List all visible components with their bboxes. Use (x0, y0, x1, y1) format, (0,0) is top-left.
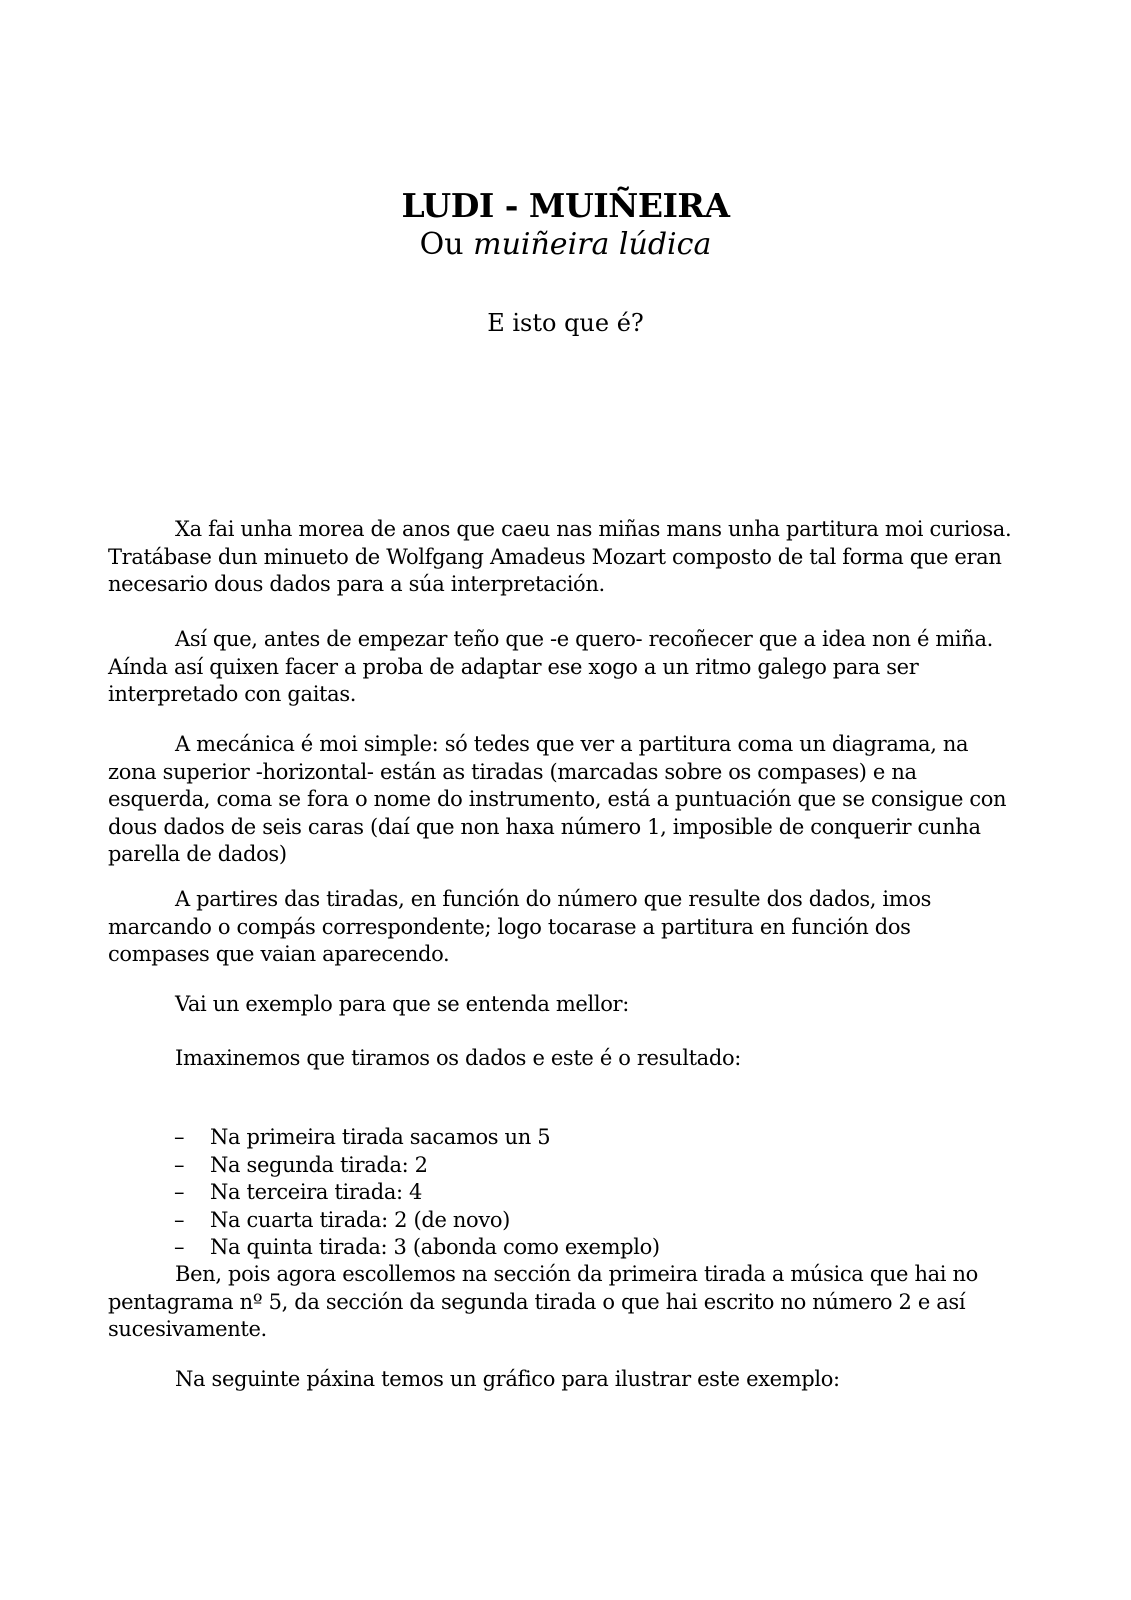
list-item (174, 1234, 660, 1262)
paragraph-line: sucesivamente. (108, 1317, 267, 1341)
paragraph-imagine (108, 1045, 1028, 1073)
dash-bullet: – (174, 1125, 185, 1149)
paragraph-line: parella de dados) (108, 842, 287, 866)
document-subtitle (0, 226, 1131, 264)
dash-bullet: – (174, 1180, 185, 1204)
list-item-text: Na cuarta tirada: 2 (de novo) (210, 1207, 510, 1232)
dash-bullet: – (174, 1207, 185, 1232)
dash-bullet: – (174, 1152, 185, 1177)
paragraph-line: Xa fai unha morea de anos que caeu nas miñas mans unha partitura moi curiosa. (175, 517, 1012, 541)
paragraph-intro (108, 516, 1028, 599)
paragraph-line: pentagrama nº 5, da sección da segunda tirada o que hai escrito no número 2 e así (108, 1289, 966, 1314)
paragraph-mechanics (108, 731, 1028, 869)
list-item-text: Na primeira tirada sacamos un 5 (210, 1125, 551, 1149)
paragraph-line: Tratábase dun minueto de Wolfgang Amadeus Mozart composto de tal forma que eran (108, 544, 1002, 569)
paragraph-line: necesario dous dados para a súa interpretación. (108, 572, 605, 596)
list-item (174, 1179, 660, 1207)
list-item (174, 1124, 660, 1152)
paragraph-line: A mecánica é moi simple: só tedes que ver a partitura coma un diagrama, na (175, 732, 969, 756)
list-item (174, 1152, 660, 1180)
paragraph-line: interpretado con gaitas. (108, 682, 357, 706)
paragraph-example-intro (108, 991, 1028, 1019)
list-item-text: Na segunda tirada: 2 (210, 1152, 428, 1177)
subtitle-prefix: Ou (419, 227, 464, 262)
paragraph-line: Ben, pois agora escollemos na sección da primeira tirada a música que hai no (175, 1262, 978, 1286)
paragraph-choose-sections (108, 1261, 1028, 1344)
paragraph-line: Vai un exemplo para que se entenda mellor: (175, 992, 629, 1016)
paragraph-line: A partires das tiradas, en función do número que resulte dos dados, imos (175, 887, 932, 911)
paragraph-idea (108, 626, 1028, 709)
section-question: E isto que é? (487, 309, 644, 337)
paragraph-throws (108, 886, 1028, 969)
list-item (174, 1207, 660, 1235)
paragraph-line: Imaxinemos que tiramos os dados e este é o resultado: (175, 1046, 741, 1070)
paragraph-next-page (108, 1366, 1028, 1394)
paragraph-line: compases que vaian aparecendo. (108, 942, 450, 966)
paragraph-line: Así que, antes de empezar teño que -e quero- recoñecer que a idea non é miña. (175, 627, 993, 651)
throws-list (174, 1124, 660, 1262)
paragraph-line: zona superior -horizontal- están as tiradas (marcadas sobre os compases) e na (108, 759, 917, 784)
subtitle-italic: muiñeira lúdica (473, 227, 712, 262)
paragraph-line: dous dados de seis caras (daí que non haxa número 1, imposible de conquerir cunha (108, 814, 981, 839)
paragraph-line: Aínda así quixen facer a proba de adaptar ese xogo a un ritmo galego para ser (108, 654, 919, 679)
document-title: LUDI - MUIÑEIRA (401, 186, 730, 225)
list-item-text: Na terceira tirada: 4 (210, 1180, 423, 1204)
dash-bullet: – (174, 1235, 185, 1259)
paragraph-line: Na seguinte páxina temos un gráfico para ilustrar este exemplo: (175, 1367, 840, 1391)
paragraph-line: esquerda, coma se fora o nome do instrumento, está a puntuación que se consigue con (108, 787, 1007, 811)
paragraph-line: marcando o compás correspondente; logo tocarase a partitura en función dos (108, 914, 911, 939)
list-item-text: Na quinta tirada: 3 (abonda como exemplo) (210, 1235, 660, 1259)
